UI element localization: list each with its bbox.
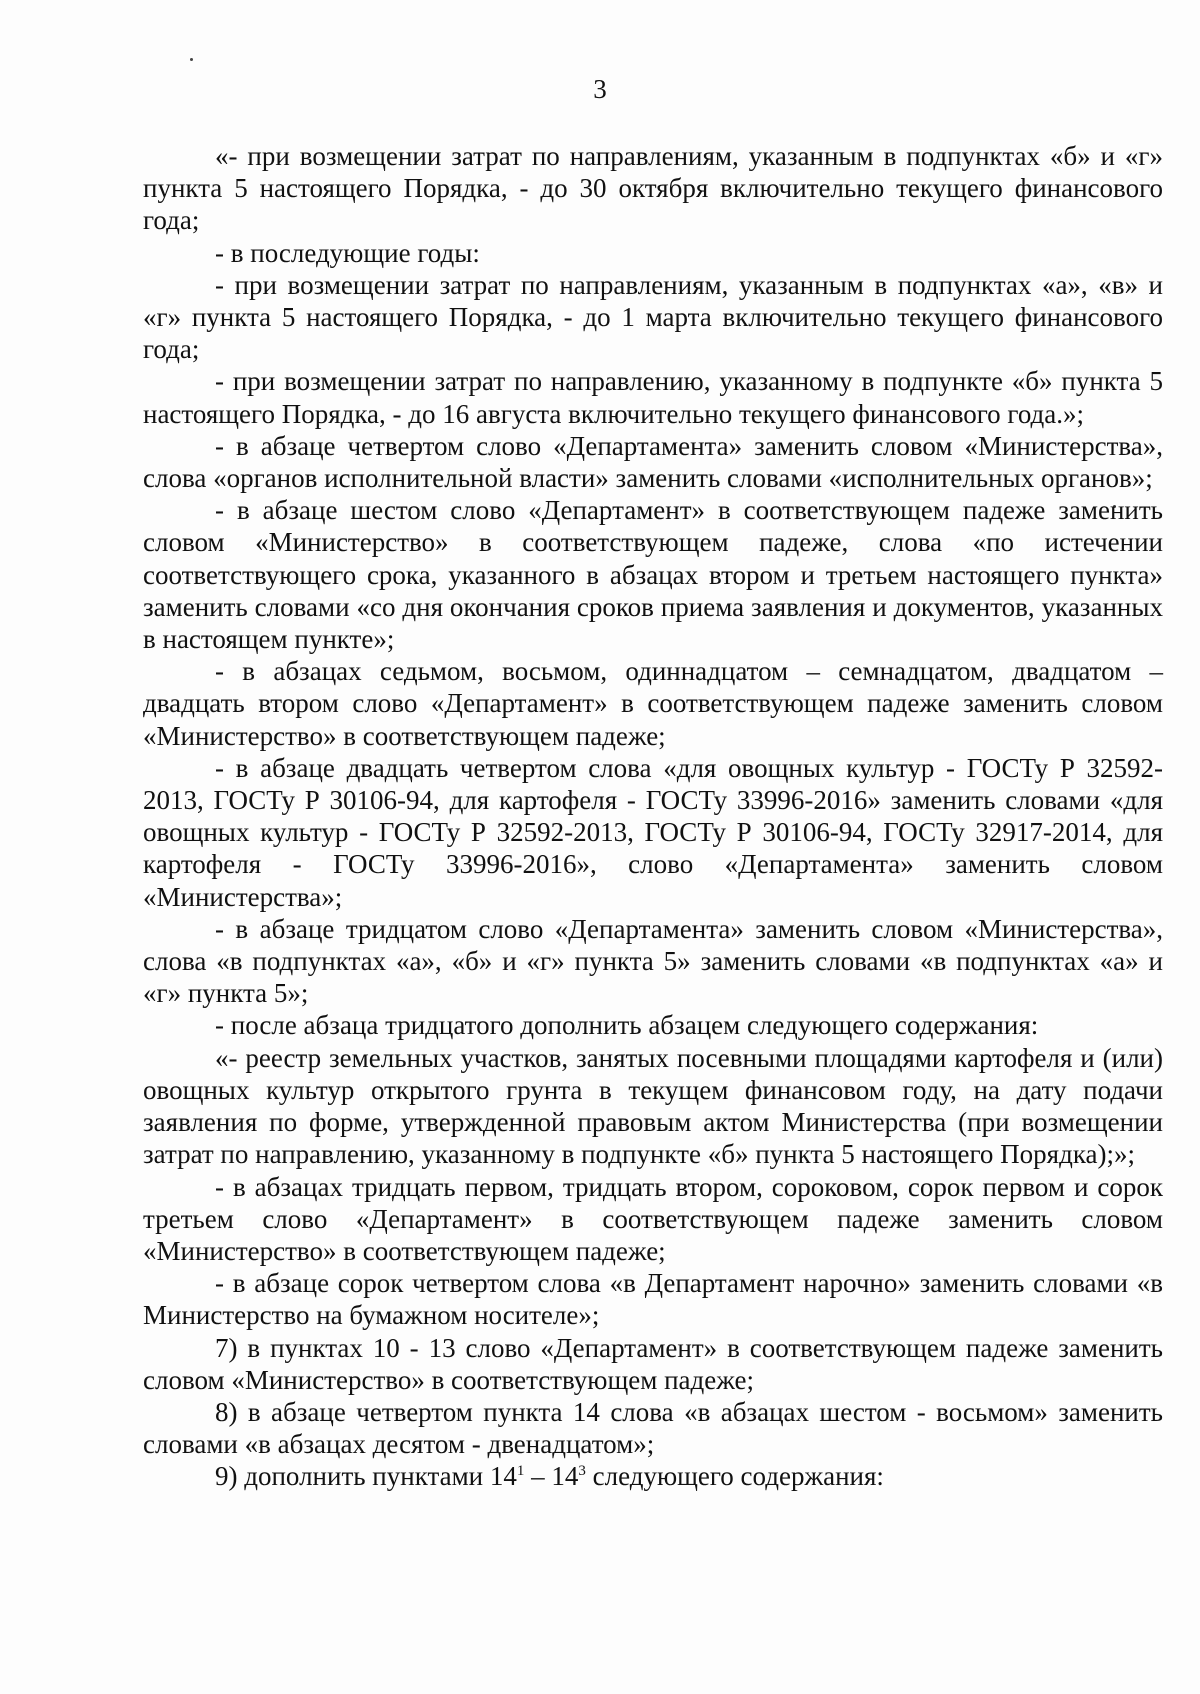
scan-speck (190, 58, 193, 61)
paragraph-text: 9) дополнить пунктами 14 (215, 1461, 517, 1492)
paragraph: - в абзаце тридцатом слово «Департамента» заменить словом «Министерства», слова «в подпунктах «а», «б» и «г» пункта 5» заменить словами «в подпунктах «а» и «г» пункта 5»; (143, 913, 1163, 1009)
paragraph: - в абзацах тридцать первом, тридцать втором, сороковом, сорок первом и сорок третьем слово «Департамент» в соответствующем падеже заменить словом «Министерство» в соответствующем падеже; (143, 1171, 1163, 1266)
paragraph: - в абзацах седьмом, восьмом, одиннадцатом – семнадцатом, двадцатом – двадцать втором слово «Департамент» в соответствующем падеже заменить словом «Министерство» в соответствующем падеже; (143, 656, 1163, 751)
paragraph: - в абзаце сорок четвертом слова «в Департамент нарочно» заменить словами «в Министерство на бумажном носителе»; (143, 1268, 1163, 1331)
page-number: 3 (593, 74, 607, 104)
paragraph: 8) в абзаце четвертом пункта 14 слова «в абзацах шестом - восьмом» заменить словами «в абзацах десятом - двенадцатом»; (143, 1396, 1163, 1460)
paragraph: «- при возмещении затрат по направлениям, указанным в подпунктах «б» и «г» пункта 5 настоящего Порядка, - до 30 октября включительно текущего финансового года; (143, 141, 1163, 236)
paragraph: - после абзаца тридцатого дополнить абзацем следующего содержания: (215, 1010, 1039, 1041)
superscript: 3 (578, 1463, 586, 1480)
paragraph: - при возмещении затрат по направлениям, указанным в подпунктах «а», «в» и «г» пункта 5 настоящего Порядка, - до 1 марта включительно текущего финансового года; (143, 269, 1163, 365)
paragraph: - в последующие годы: (215, 237, 480, 268)
paragraph-text: следующего содержания: (585, 1461, 884, 1492)
paragraph-text: – 14 (524, 1461, 579, 1492)
paragraph: «- реестр земельных участков, занятых посевными площадями картофеля и (или) овощных культур открытого грунта в текущем финансовом году, на дату подачи заявления по форме, утвержденной правовым актом Министерства (при возмещении затрат по направлению, указанному в подпункте «б» пункта 5 настоящего Порядка);»; (143, 1042, 1163, 1170)
paragraph (143, 1460, 1163, 1492)
superscript: 1 (516, 1463, 525, 1480)
paragraph: - в абзаце шестом слово «Департамент» в соответствующем падеже заменить словом «Министерство» в соответствующем падеже, слова «по истечении соответствующего срока, указанного в абзацах втором и третьем настоящего пункта» заменить словами «со дня окончания сроков приема заявления и документов, указанных в настоящем пункте»; (143, 495, 1163, 655)
paragraph: - в абзаце двадцать четвертом слова «для овощных культур - ГОСТу Р 32592-2013, ГОСТу Р 30106-94, для картофеля - ГОСТу 33996-2016» заменить словами «для овощных культур - ГОСТу Р 32592-2013, ГОСТу Р 30106-94, ГОСТу 32917-2014, для картофеля - ГОСТу 33996-2016», слово «Департамента» заменить словом «Министерства»; (143, 752, 1163, 912)
paragraph: - при возмещении затрат по направлению, указанному в подпункте «б» пункта 5 настоящего Порядка, - до 16 августа включительно текущего финансового года.»; (143, 366, 1163, 429)
paragraph: 7) в пунктах 10 - 13 слово «Департамент» в соответствующем падеже заменить словом «Министерство» в соответствующем падеже; (143, 1332, 1163, 1395)
paragraph: - в абзаце четвертом слово «Департамента» заменить словом «Министерства», слова «органов исполнительной власти» заменить словами «исполнительных органов»; (143, 430, 1163, 494)
document-body (143, 140, 1163, 1493)
